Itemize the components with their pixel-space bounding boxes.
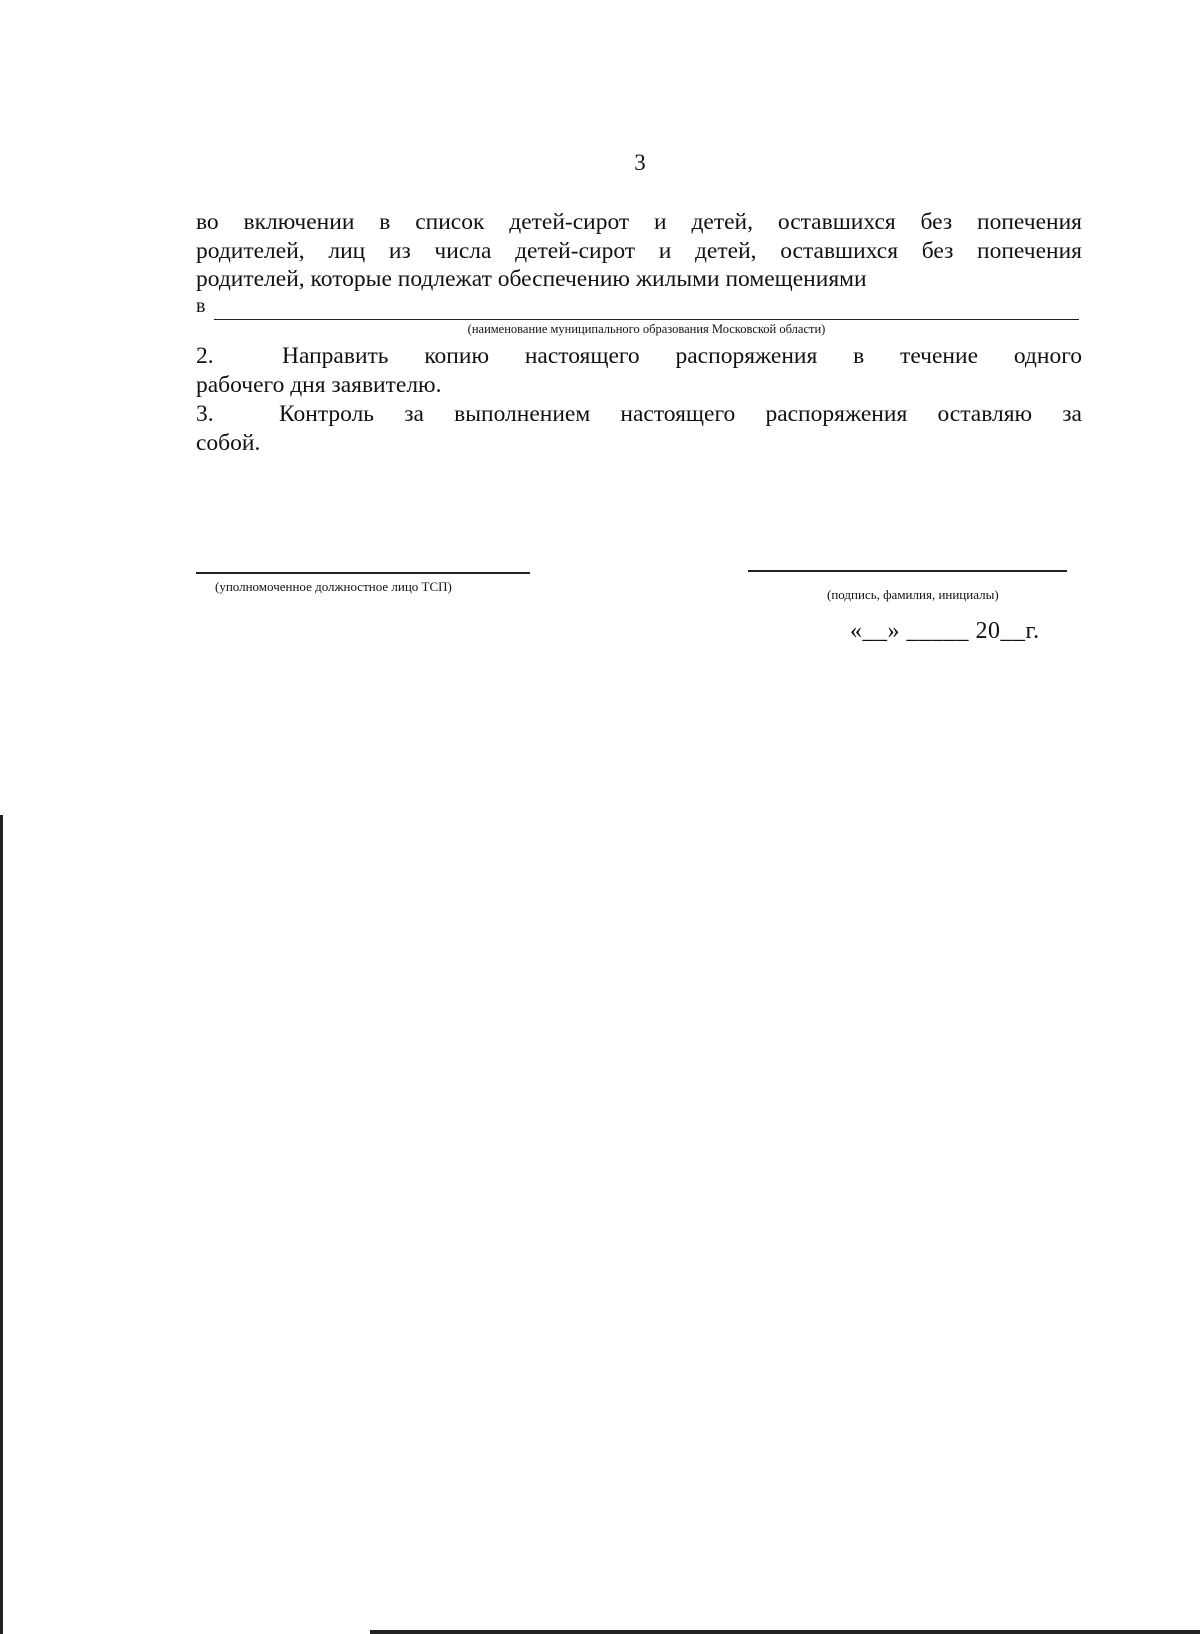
- page-number: 3: [634, 150, 646, 175]
- item-2-rest: рабочего дня заявителю.: [196, 371, 442, 398]
- place-fill-line: [214, 319, 1079, 320]
- intro-line-3: родителей, которые подлежат обеспечению жилыми помещениями: [196, 266, 867, 293]
- item-3-rest: собой.: [196, 429, 261, 456]
- date-field: «__» _____ 20__г.: [850, 618, 1040, 644]
- signature-line: [748, 570, 1067, 572]
- item-3: [196, 400, 1082, 457]
- item-3-first-line: [196, 400, 1082, 429]
- official-caption: (уполномоченное должностное лицо ТСП): [215, 579, 452, 594]
- intro-paragraph: [196, 208, 1082, 294]
- signature-caption: (подпись, фамилия, инициалы): [827, 587, 999, 602]
- item-2-text: Направить копию настоящего распоряжения в течение одного: [282, 343, 1082, 369]
- intro-line-1: во включении в список детей-сирот и детей, оставшихся без попечения: [196, 209, 1082, 235]
- item-2: [196, 342, 1082, 399]
- item-2-first-line: [196, 342, 1082, 371]
- item-2-number: 2.: [196, 343, 214, 369]
- item-3-number: 3.: [196, 401, 214, 427]
- scan-edge-left: [0, 815, 3, 1634]
- official-signature-line: [196, 572, 530, 574]
- item-3-text: Контроль за выполнением настоящего распоряжения оставляю за: [279, 401, 1082, 427]
- place-prefix: в: [196, 295, 206, 317]
- place-caption: (наименование муниципального образования Московской области): [467, 322, 826, 336]
- scan-edge-bottom: [370, 1630, 1200, 1634]
- intro-line-2: родителей, лиц из числа детей-сирот и детей, оставшихся без попечения: [196, 237, 1082, 264]
